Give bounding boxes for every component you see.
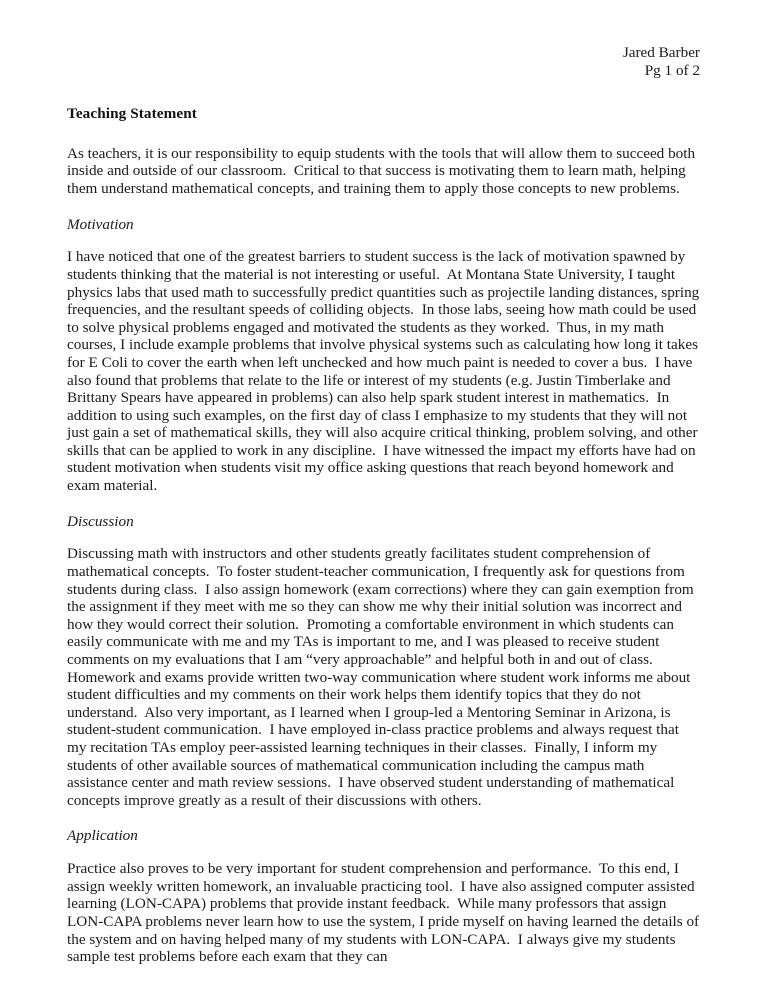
intro-paragraph: As teachers, it is our responsibility to equip students with the tools that will allow them to succeed both inside and outside of our classroom. Critical to that success is motivating them to learn math, helping them understand mathematical concepts, and training them to apply those concepts to new problems. — [67, 144, 699, 197]
header-author: Jared Barber — [622, 44, 700, 61]
header-page-number: Pg 1 of 2 — [644, 61, 700, 79]
document-content — [67, 44, 704, 981]
section-body-motivation: I have noticed that one of the greatest barriers to student success is the lack of motivation spawned by students thinking that the material is not interesting or useful. At Montana State University, I taught physics labs that used math to successfully predict quantities such as projectile landing distances, spring frequencies, and the resultant speeds of colliding objects. In those labs, seeing how math could be used to solve physical problems engaged and motivated the students as they worked. Thus, in my math courses, I include example problems that involve physical systems such as calculating how long it takes for E Coli to cover the earth when left unchecked and how much paint is needed to cover a bus. I have also found that problems that relate to the life or interest of my students (e.g. Justin Timberlake and Brittany Spears have appeared in problems) can also help spark student interest in mathematics. In addition to using such examples, on the first day of class I emphasize to my students that they will not just gain a set of mathematical skills, they will also acquire critical thinking, problem solving, and other skills that can be applied to work in any discipline. I have witnessed the impact my efforts have had on student motivation when students visit my office asking questions that reach beyond homework and exam material. — [67, 248, 704, 495]
section-discussion — [67, 513, 700, 810]
section-application — [67, 827, 703, 966]
section-heading-motivation: Motivation — [67, 215, 134, 233]
section-motivation — [67, 215, 704, 495]
section-body-application: Practice also proves to be very important for student comprehension and performance. To this end, I assign weekly written homework, an invaluable practicing tool. I have also assigned computer assisted learning (LON-CAPA) problems that provide instant feedback. While many professors that assign LON-CAPA problems never learn how to use the system, I pride myself on having learned the details of the system and on having helped many of my students with LON-CAPA. I always give my students sample test problems before each exam that they can — [67, 860, 703, 966]
page-title: Teaching Statement — [67, 105, 197, 123]
page-header — [67, 44, 700, 79]
section-body-discussion: Discussing math with instructors and other students greatly facilitates student comprehension of mathematical concepts. To foster student-teacher communication, I frequently ask for questions from students during class. I also assign homework (exam corrections) where they can gain exemption from the assignment if they meet with me so they can show me why their initial solution was incorrect and how they would correct their solution. Promoting a comfortable environment in which students can easily communicate with me and my TAs is important to me, and I was pleased to receive student comments on my evaluations that I am “very approachable” and helpful both in and out of class. Homework and exams provide written two-way communication where student work informs me about student difficulties and my comments on their work helps them identify topics that they do not understand. Also very important, as I learned when I group-led a Mentoring Seminar in Arizona, is student-student communication. I have employed in-class practice problems and always request that my recitation TAs employ peer-assisted learning techniques in their classes. Finally, I inform my students of other available sources of mathematical communication including the campus math assistance center and math review sessions. I have observed student understanding of mathematical concepts improve greatly as a result of their discussions with others. — [67, 545, 698, 809]
section-heading-application: Application — [67, 827, 138, 845]
section-heading-discussion: Discussion — [67, 512, 134, 530]
